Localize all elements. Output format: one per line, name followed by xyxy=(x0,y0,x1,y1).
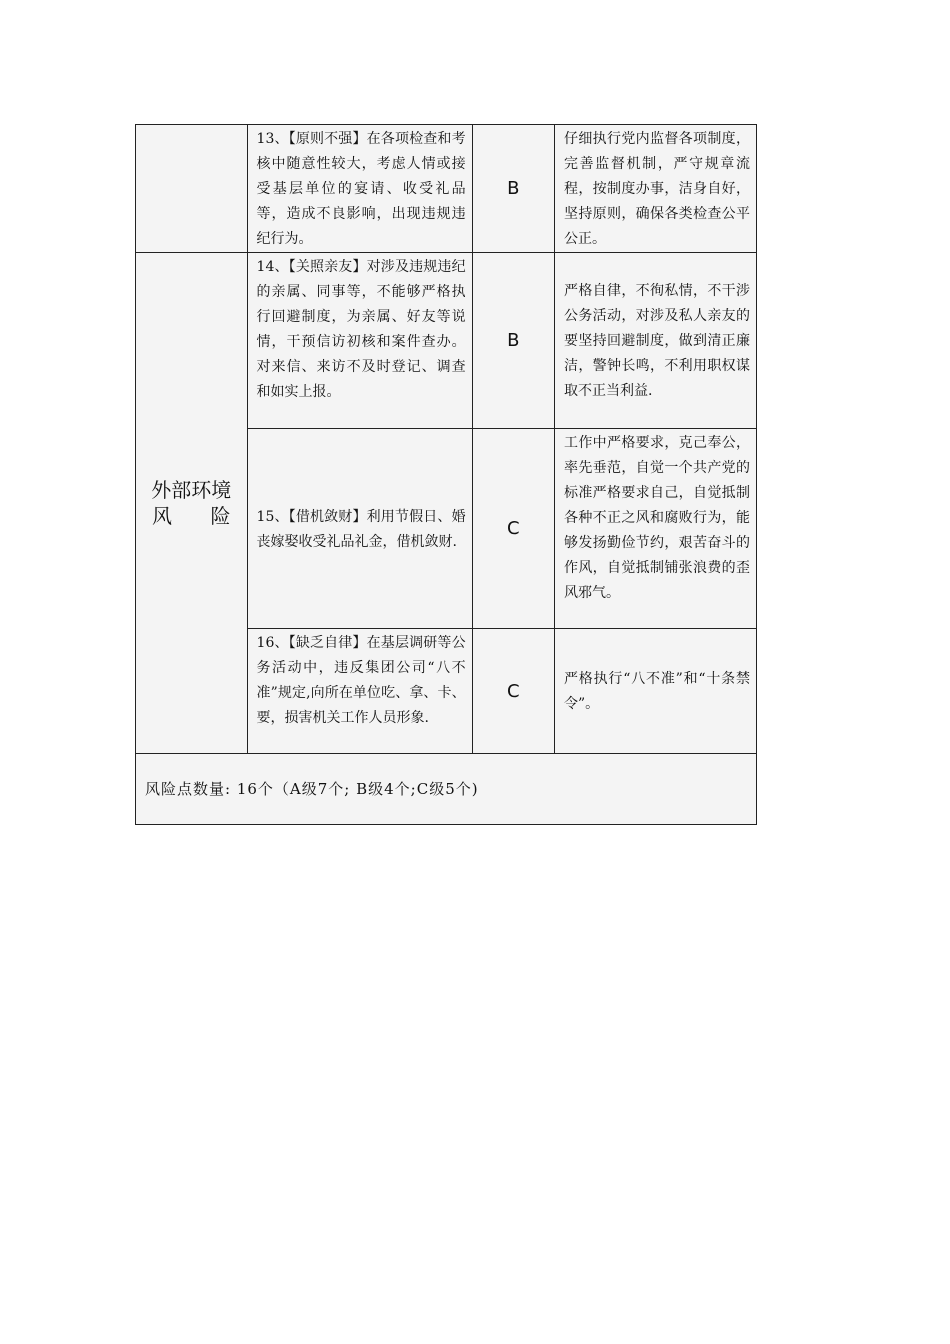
risk-category-line2 xyxy=(136,503,247,529)
risk-level: C xyxy=(472,629,554,754)
risk-description: 13、【原则不强】在各项检查和考核中随意性较大，考虑人情或接受基层单位的宴请、收受礼品等，造成不良影响，出现违规违纪行为。 xyxy=(247,125,472,253)
risk-category xyxy=(136,253,248,754)
prevention-measure: 严格执行“八不准”和“十条禁令”。 xyxy=(555,629,757,754)
prevention-measure: 仔细执行党内监督各项制度，完善监督机制，严守规章流程，按制度办事，洁身自好，坚持原则，确保各类检查公平公正。 xyxy=(555,125,757,253)
prevention-measure: 严格自律，不徇私情，不干涉公务活动，对涉及私人亲友的要坚持回避制度，做到清正廉洁，警钟长鸣，不利用职权谋取不正当利益. xyxy=(555,253,757,429)
prevention-measure: 工作中严格要求，克己奉公，率先垂范，自觉一个共产党的标准严格要求自己，自觉抵制各种不正之风和腐败行为，能够发扬勤俭节约，艰苦奋斗的作风，自觉抵制铺张浪费的歪风邪气。 xyxy=(555,429,757,629)
risk-category-char-1: 风 xyxy=(152,504,172,528)
risk-description: 15、【借机敛财】利用节假日、婚丧嫁娶收受礼品礼金，借机敛财. xyxy=(247,429,472,629)
risk-description: 16、【缺乏自律】在基层调研等公务活动中，违反集团公司“八不准”规定,向所在单位吃、拿、卡、要，损害机关工作人员形象. xyxy=(247,629,472,754)
table-row xyxy=(136,253,757,429)
risk-count-summary: 风险点数量: 16个（A级7个; B级4个;C级5个) xyxy=(136,754,757,825)
risk-level: C xyxy=(472,429,554,629)
risk-category-line1: 外部环境 xyxy=(151,478,232,502)
category-cell-empty xyxy=(136,125,248,253)
summary-row xyxy=(136,754,757,825)
risk-category-char-2: 险 xyxy=(210,504,231,528)
risk-level: B xyxy=(472,125,554,253)
risk-level: B xyxy=(472,253,554,429)
risk-table xyxy=(135,124,757,825)
risk-description: 14、【关照亲友】对涉及违规违纪的亲属、同事等，不能够严格执行回避制度，为亲属、好友等说情，干预信访初核和案件查办。对来信、来访不及时登记、调查和如实上报。 xyxy=(247,253,472,429)
table-row xyxy=(136,125,757,253)
